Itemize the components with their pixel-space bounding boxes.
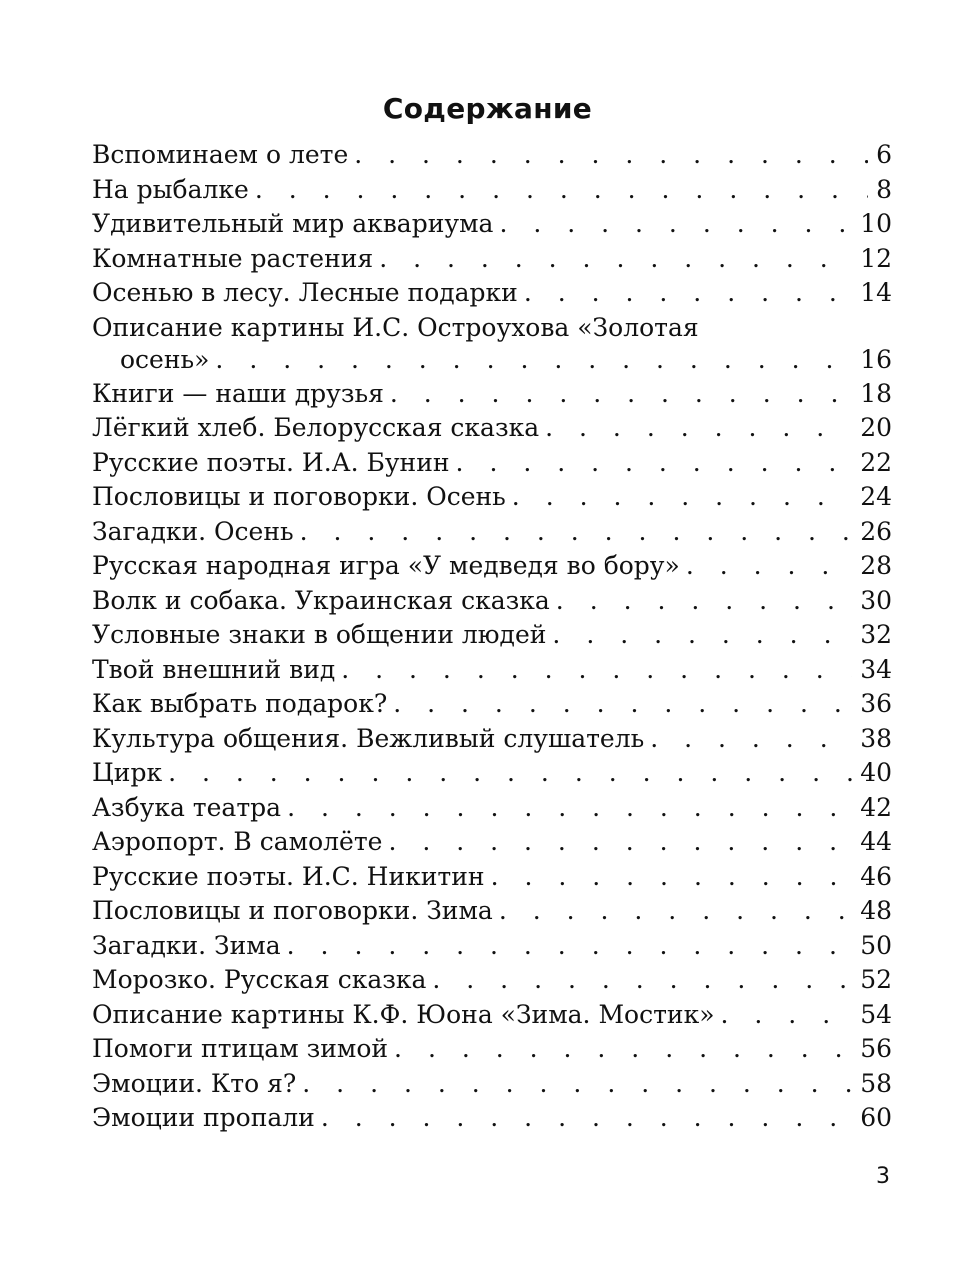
toc-entry-page: 24 [860,482,892,511]
toc-entry-page: 16 [860,344,892,374]
toc-entry-page: 56 [860,1034,892,1063]
toc-entry-title: Лёгкий хлеб. Белорусская сказка [92,413,540,442]
toc-entry-title: Русские поэты. И.С. Никитин [92,861,485,891]
dot-leader [432,963,852,998]
toc-entry[interactable] [92,1067,892,1102]
toc-entry-page: 22 [860,447,892,477]
toc-entry-title: Азбука театра [92,792,282,822]
toc-entry-title: Русские поэты. И.А. Бунин [92,447,450,477]
toc-entry[interactable] [92,860,892,895]
toc-entry-page: 38 [860,723,892,753]
toc-entry[interactable] [92,653,892,688]
toc-entry[interactable] [92,1032,892,1067]
toc-entry-page: 60 [860,1103,892,1132]
toc-entry-title: Морозко. Русская сказка [92,965,427,994]
toc-entry[interactable] [92,311,892,377]
toc-entry-title: Комнатные растения [92,243,374,273]
toc-entry[interactable] [92,687,892,722]
toc-entry-page: 6 [876,140,892,169]
toc-entry-page: 18 [860,378,892,408]
dot-leader [686,549,852,584]
dot-leader [524,276,852,311]
toc-entry[interactable] [92,825,892,860]
toc-entry-page: 52 [860,965,892,994]
toc-entry-title: Как выбрать подарок? [92,689,388,718]
toc-entry-page: 8 [876,174,892,204]
toc-entry-title: На рыбалке [92,174,249,204]
toc-entry[interactable] [92,1101,892,1136]
dot-leader [650,722,852,757]
toc-entry-title: Культура общения. Вежливый слушатель [92,723,645,753]
toc-entry[interactable] [92,929,892,964]
toc-entry-page: 48 [860,896,892,925]
page-number: 3 [876,1164,890,1189]
dot-leader [321,1101,852,1136]
toc-entry[interactable] [92,207,892,242]
dot-leader [300,515,853,550]
dot-leader [499,207,852,242]
toc-entry-page: 26 [860,516,892,546]
dot-leader [393,687,852,722]
toc-entry-page: 28 [860,551,892,580]
dot-leader [388,825,852,860]
toc-entry-title: Описание картины К.Ф. Юона «Зима. Мостик» [92,999,715,1029]
toc-entry-title: Волк и собака. Украинская сказка [92,585,550,615]
dot-leader [215,343,852,378]
dot-leader [341,653,852,688]
dot-leader [302,1067,852,1102]
toc-entry[interactable] [92,963,892,998]
toc-entry-title: Эмоции пропали [92,1103,315,1132]
dot-leader [354,138,868,173]
dot-leader [512,480,852,515]
toc-entry[interactable] [92,173,892,208]
toc-entry[interactable] [92,377,892,412]
dot-leader [721,998,853,1033]
dot-leader [545,411,852,446]
toc-entry[interactable] [92,411,892,446]
toc-entry-page: 34 [860,654,892,684]
toc-entry-page: 58 [860,1068,892,1098]
dot-leader [379,242,852,277]
toc-entry[interactable] [92,242,892,277]
toc-entry-title: Условные знаки в общении людей [92,620,547,649]
table-of-contents [92,138,892,1136]
toc-entry[interactable] [92,756,892,791]
toc-entry-title: Загадки. Осень [92,516,294,546]
dot-leader [287,929,853,964]
toc-entry-title: Русская народная игра «У медведя во бору» [92,551,680,580]
toc-entry-page: 42 [860,792,892,822]
dot-leader [556,584,852,619]
toc-entry-page: 44 [860,827,892,856]
dot-leader [499,894,852,929]
toc-entry-title: Загадки. Зима [92,930,281,960]
toc-entry-title: Пословицы и поговорки. Зима [92,896,493,925]
dot-leader [255,173,868,208]
toc-entry-title: Помоги птицам зимой [92,1034,389,1063]
toc-entry[interactable] [92,276,892,311]
dot-leader [390,377,852,412]
toc-entry-title: Книги — наши друзья [92,378,384,408]
toc-entry-page: 40 [860,758,892,787]
toc-entry-page: 50 [860,930,892,960]
toc-entry-title: Удивительный мир аквариума [92,209,494,238]
toc-entry-page: 10 [860,209,892,238]
dot-leader [394,1032,852,1067]
dot-leader [168,756,852,791]
toc-entry-page: 14 [860,278,892,307]
toc-entry-page: 12 [860,243,892,273]
toc-entry[interactable] [92,722,892,757]
page-title: Содержание [382,91,593,125]
toc-entry-page: 20 [860,413,892,442]
toc-entry-title-line1: Описание картины И.С. Остроухова «Золотая [92,312,699,342]
toc-entry[interactable] [92,446,892,481]
toc-entry[interactable] [92,998,892,1033]
toc-entry-title: Вспоминаем о лете [92,140,349,169]
toc-entry-title: Эмоции. Кто я? [92,1068,297,1098]
toc-entry-page: 46 [860,861,892,891]
toc-entry-title: Осенью в лесу. Лесные подарки [92,278,518,307]
toc-entry-title: Цирк [92,758,163,787]
toc-entry-title: Пословицы и поговорки. Осень [92,482,506,511]
toc-entry[interactable] [92,549,892,584]
toc-entry[interactable] [92,894,892,929]
toc-entry-title: Твой внешний вид [92,654,336,684]
toc-entry[interactable] [92,515,892,550]
toc-entry-page: 36 [860,689,892,718]
dot-leader [552,618,852,653]
toc-entry-page: 32 [860,620,892,649]
toc-entry[interactable] [92,480,892,515]
dot-leader [491,860,853,895]
dot-leader [287,791,852,826]
toc-entry[interactable] [92,791,892,826]
dot-leader [456,446,853,481]
toc-entry-title-line2: осень» [120,344,210,374]
toc-entry-page: 54 [860,999,892,1029]
toc-entry[interactable] [92,618,892,653]
toc-entry[interactable] [92,138,892,173]
toc-entry[interactable] [92,584,892,619]
toc-entry-page: 30 [860,585,892,615]
toc-entry-title: Аэропорт. В самолёте [92,827,383,856]
